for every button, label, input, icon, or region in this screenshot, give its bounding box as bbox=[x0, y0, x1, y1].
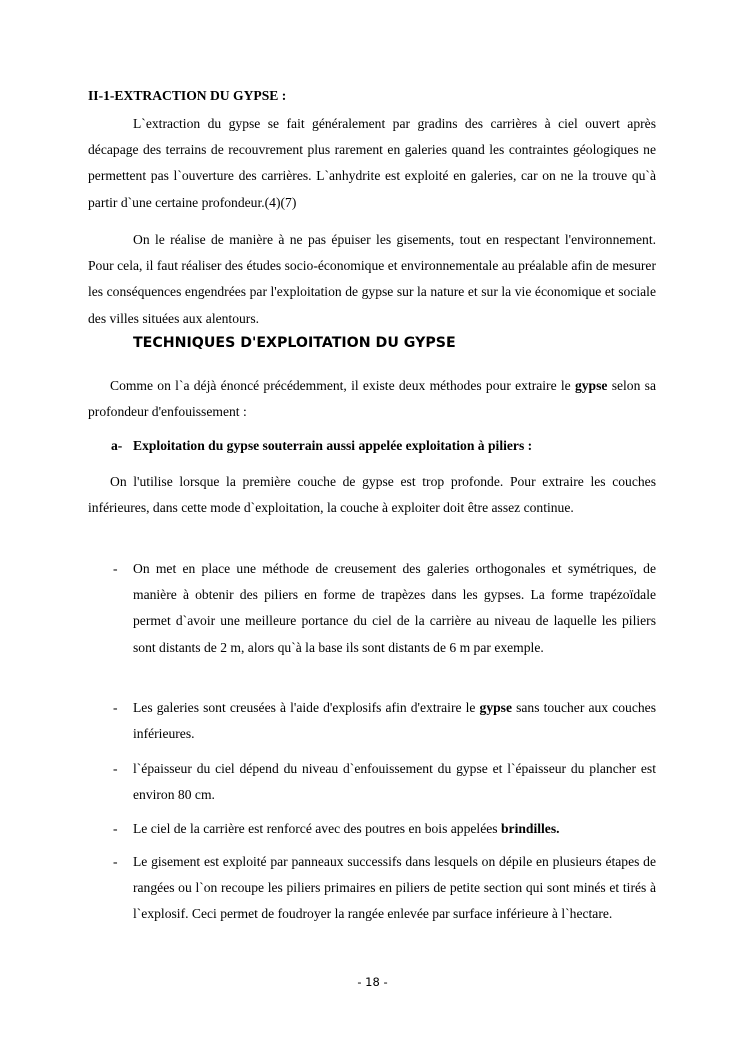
list-item bbox=[88, 756, 656, 808]
bullet-dash: - bbox=[113, 700, 118, 715]
paragraph-methods bbox=[88, 373, 656, 425]
page-number: - 18 - bbox=[357, 975, 388, 989]
bullet-text-start: Les galeries sont creusées à l'aide d'explosifs afin d'extraire le bbox=[133, 700, 480, 715]
list-item bbox=[88, 849, 656, 928]
bullet-dash: - bbox=[113, 561, 118, 576]
list-item bbox=[88, 556, 656, 661]
bullet-bold-gypse: gypse bbox=[479, 700, 512, 715]
bullet-text-start: Le ciel de la carrière est renforcé avec des poutres en bois appelées bbox=[133, 821, 501, 836]
list-item bbox=[88, 816, 656, 842]
bullet-text bbox=[133, 816, 656, 842]
bullet-text: Le gisement est exploité par panneaux successifs dans lesquels on dépile en plusieurs étapes de rangées ou l`on recoupe les piliers primaires en piliers de petite section qui sont minés et tirés à l`explosif. Ceci permet de foudroyer la rangée enlevée par surface inférieure à l`hectare. bbox=[133, 854, 656, 922]
bullet-dash: - bbox=[113, 761, 118, 776]
bullet-bold-brindilles: brindilles. bbox=[500, 821, 560, 836]
methods-bold-gypse: gypse bbox=[574, 378, 608, 393]
bullet-text bbox=[133, 695, 656, 747]
subheading-text: Exploitation du gypse souterrain aussi appelée exploitation à piliers : bbox=[133, 438, 533, 453]
bullet-dash: - bbox=[113, 854, 118, 869]
methods-text-start: Comme on l`a déjà énoncé précédemment, il existe deux méthodes pour extraire le bbox=[110, 378, 575, 393]
techniques-title: TECHNIQUES D'EXPLOITATION DU GYPSE bbox=[133, 335, 456, 351]
subheading-label: a- bbox=[111, 438, 123, 453]
bullet-text-end: sans toucher aux couches inférieures. bbox=[133, 700, 656, 742]
section-heading: II-1-EXTRACTION DU GYPSE : bbox=[88, 88, 287, 103]
methods-text-end: selon sa profondeur d'enfouissement : bbox=[88, 378, 656, 420]
paragraph-environment: On le réalise de manière à ne pas épuiser les gisements, tout en respectant l'environnement. Pour cela, il faut réaliser des études socio-économique et environnementale au préalable afin de mesurer les conséquences engendrées par l'exploitation de gypse sur la nature et sur la vie économique et sociale des villes situées aux alentours. bbox=[88, 232, 656, 326]
bullet-dash: - bbox=[113, 821, 118, 836]
paragraph-extraction: L`extraction du gypse se fait généralement par gradins des carrières à ciel ouvert après décapage des terrains de recouvrement plus rarement en galeries quand les contraintes géologiques ne permettent pas l`ouverture des carrières. L`anhydrite est exploité en galeries, car on ne la trouve qu`à partir d`une certaine profondeur.(4)(7) bbox=[88, 116, 656, 210]
paragraph-usage: On l'utilise lorsque la première couche de gypse est trop profonde. Pour extraire les couches inférieures, dans cette mode d`exploitation, la couche à exploiter doit être assez continue. bbox=[88, 474, 656, 516]
bullet-text: On met en place une méthode de creusement des galeries orthogonales et symétriques, de manière à obtenir des piliers en forme de trapèzes dans les gypses. La forme trapézoïdale permet d`avoir une meilleure portance du ciel de la carrière au niveau de laquelle les piliers sont distants de 2 m, alors qu`à la base ils sont distants de 6 m par exemple. bbox=[133, 561, 656, 655]
bullet-text: l`épaisseur du ciel dépend du niveau d`enfouissement du gypse et l`épaisseur du plancher est environ 80 cm. bbox=[133, 761, 656, 803]
subheading-underground bbox=[111, 438, 532, 454]
list-item bbox=[88, 695, 656, 747]
